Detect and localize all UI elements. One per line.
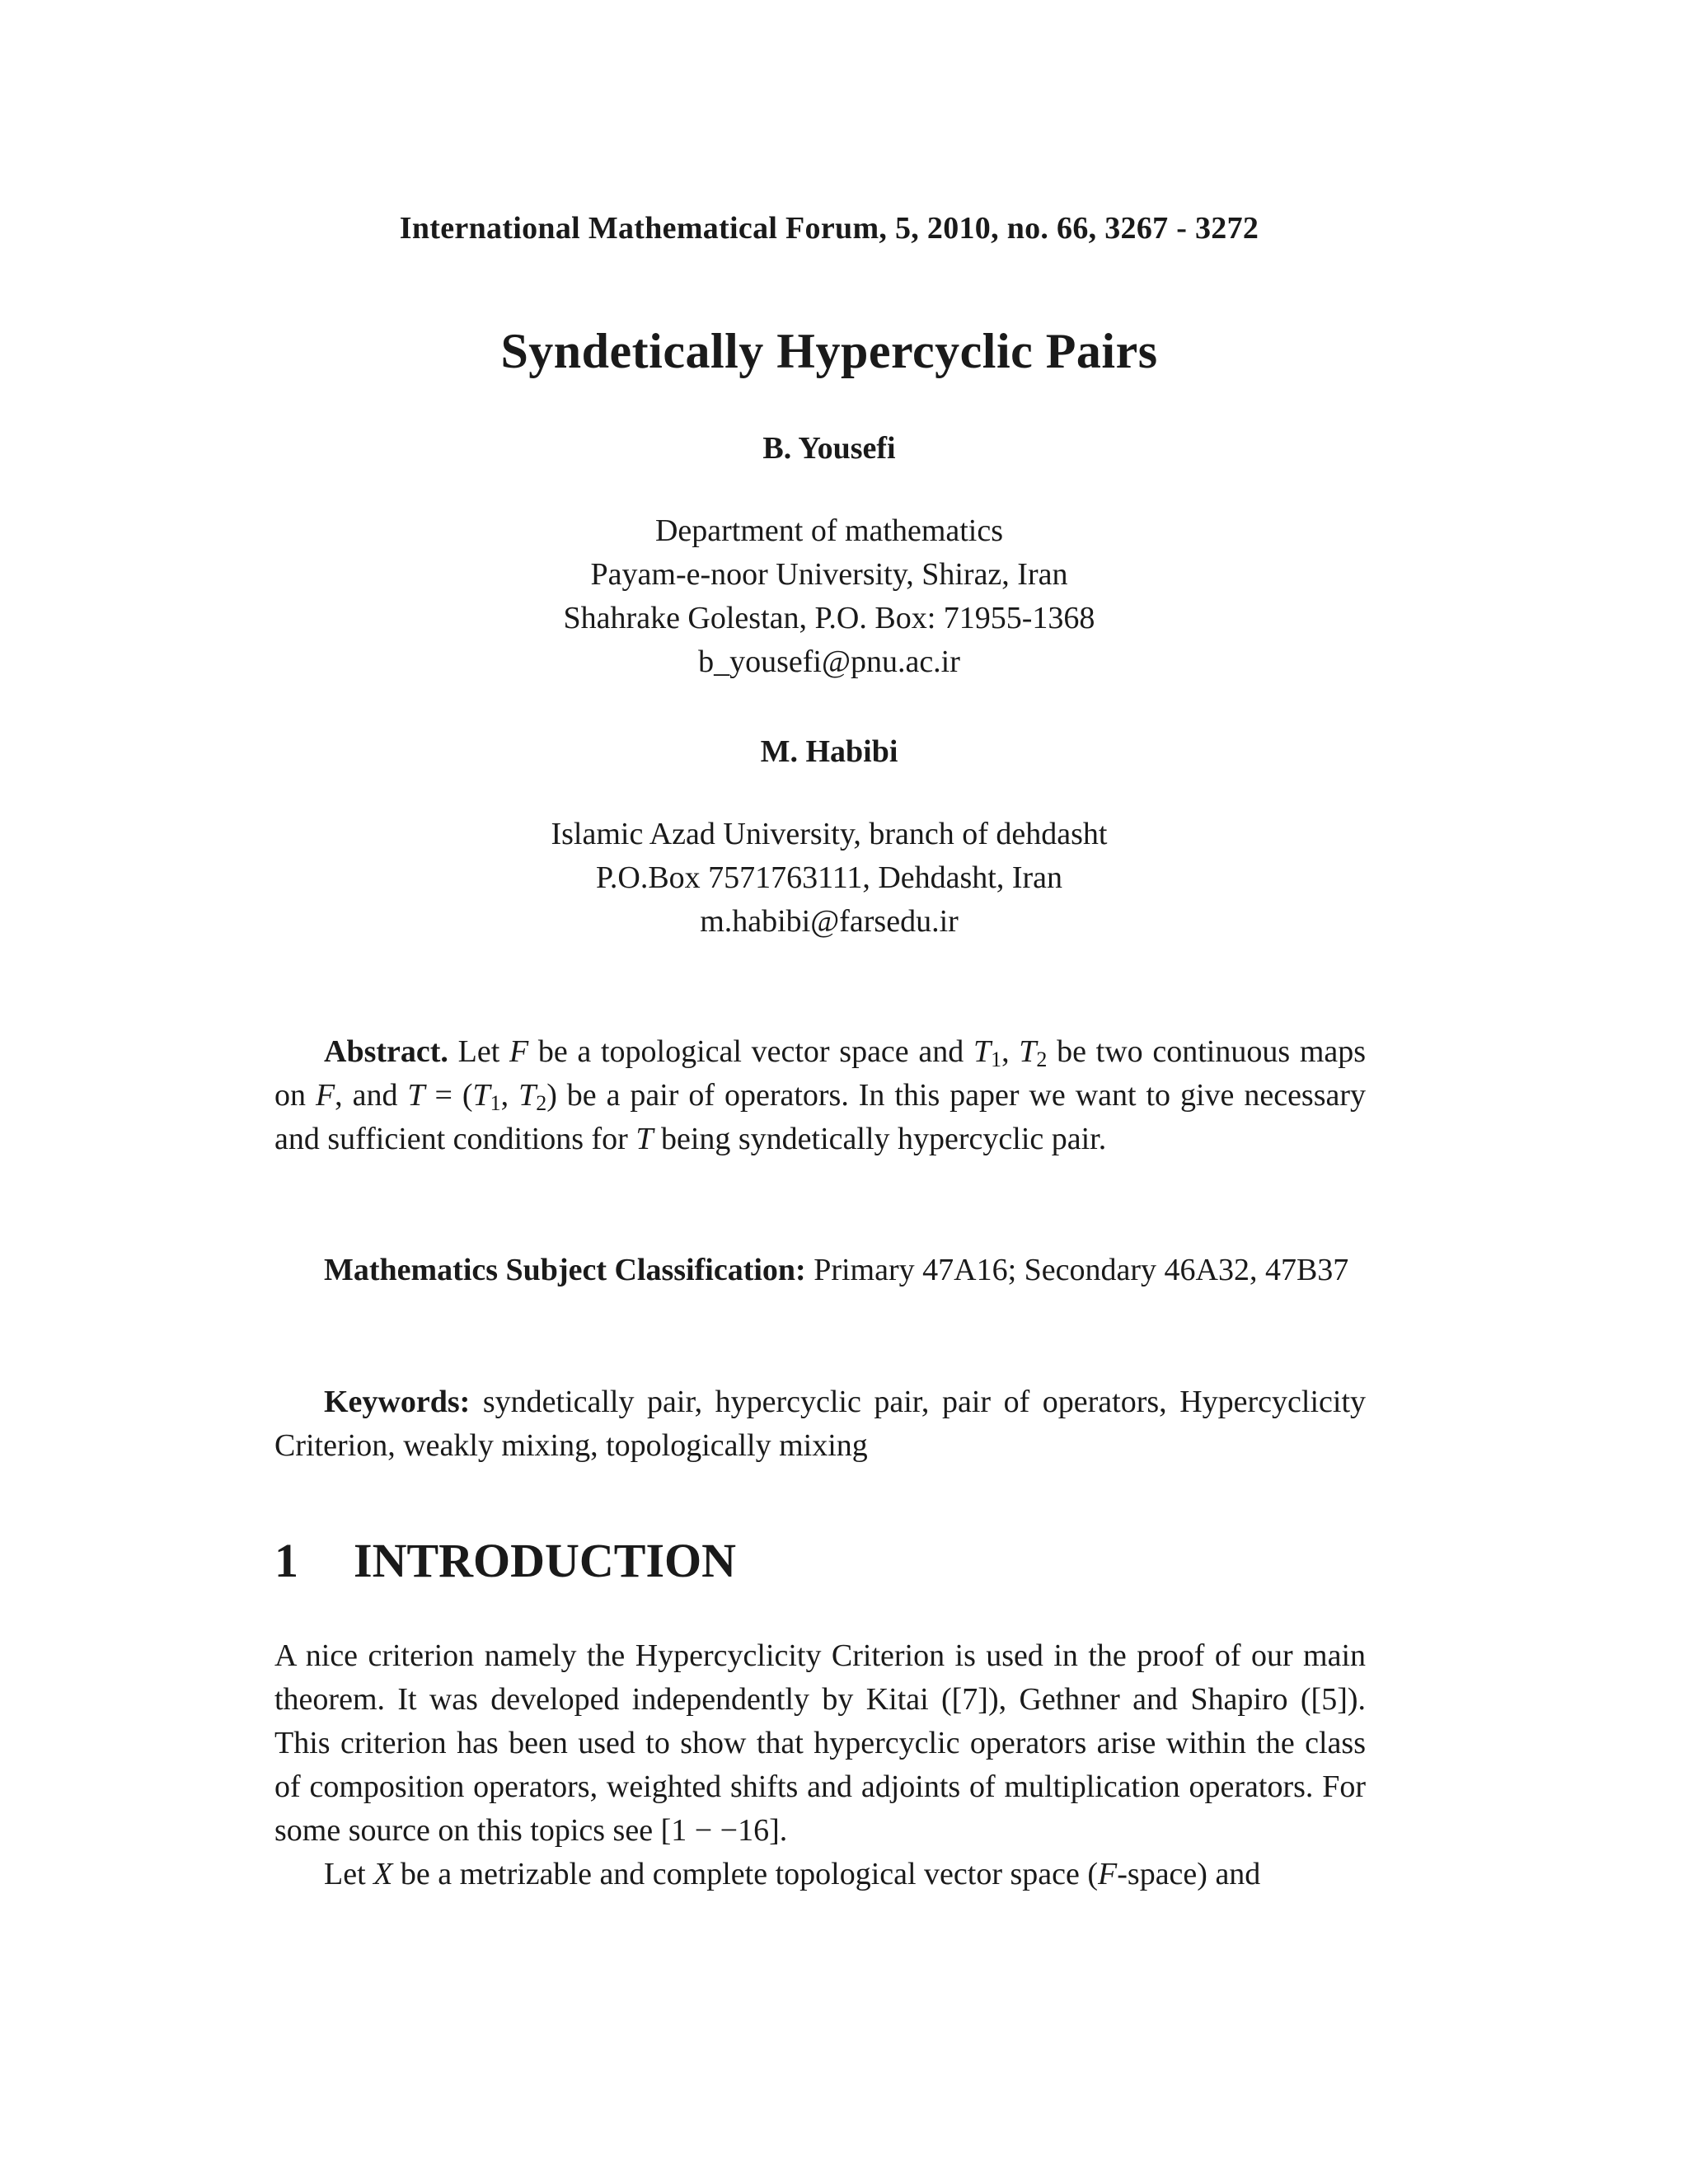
abstract: Abstract. Let F be a topological vector space and $T_1$, $T_2$ be two continuous maps on F, and $T = (T_1$, $T_2$) be a pair of operators. In this paper we want to give necessary and sufficient conditions for T being syndetically hypercyclic pair. — [274, 1034, 1367, 1156]
affiliation-line: Islamic Azad University, branch of dehdasht — [551, 817, 1108, 851]
section-heading — [274, 1533, 736, 1588]
section-number: 1 — [274, 1534, 298, 1587]
affiliation-line: Shahrake Golestan, P.O. Box: 71955-1368 — [563, 601, 1095, 635]
msc-classification: Mathematics Subject Classification: Primary 47A16; Secondary 46A32, 47B37 — [324, 1253, 1349, 1287]
introduction-body — [274, 1634, 1366, 1896]
keywords-label: Keywords: — [324, 1385, 471, 1419]
journal-header: International Mathematical Forum, 5, 2010, no. 66, 3267 - 3272 — [399, 211, 1259, 246]
intro-paragraph-2: Let X be a metrizable and complete topological vector space (F-space) and — [324, 1857, 1261, 1891]
author-name-2: M. Habibi — [760, 734, 898, 769]
affiliation-line: Payam-e-noor University, Shiraz, Iran — [590, 557, 1068, 592]
affiliation-line: Department of mathematics — [654, 513, 1004, 548]
section-title: INTRODUCTION — [354, 1534, 737, 1587]
intro-paragraph-1: A nice criterion namely the Hypercyclicity Criterion is used in the proof of our main theorem. It was developed independently by Kitai ([7]), Gethner and Shapiro ([5]). This criterion has been used to show that hypercyclic operators arise within the class of composition operators, weighted shifts and adjoints of multiplication operators. For some source on this topics see [1 − −16]. — [274, 1638, 1366, 1848]
author-affiliation-1 — [0, 509, 1658, 684]
author-email-2[interactable]: m.habibi@farsedu.ir — [700, 904, 959, 939]
paper-title: Syndetically Hypercyclic Pairs — [500, 324, 1158, 378]
author-name-1: B. Yousefi — [762, 431, 896, 466]
keywords: Keywords: syndetically pair, hypercyclic pair, pair of operators, Hypercyclicity Criterion, weakly mixing, topologically mixing — [274, 1385, 1366, 1463]
author-affiliation-2 — [0, 813, 1658, 944]
msc-label: Mathematics Subject Classification: — [324, 1253, 806, 1287]
affiliation-line: P.O.Box 7571763111, Dehdasht, Iran — [595, 860, 1063, 895]
abstract-label: Abstract. — [324, 1034, 448, 1069]
author-email-1[interactable]: b_yousefi@pnu.ac.ir — [698, 644, 960, 679]
